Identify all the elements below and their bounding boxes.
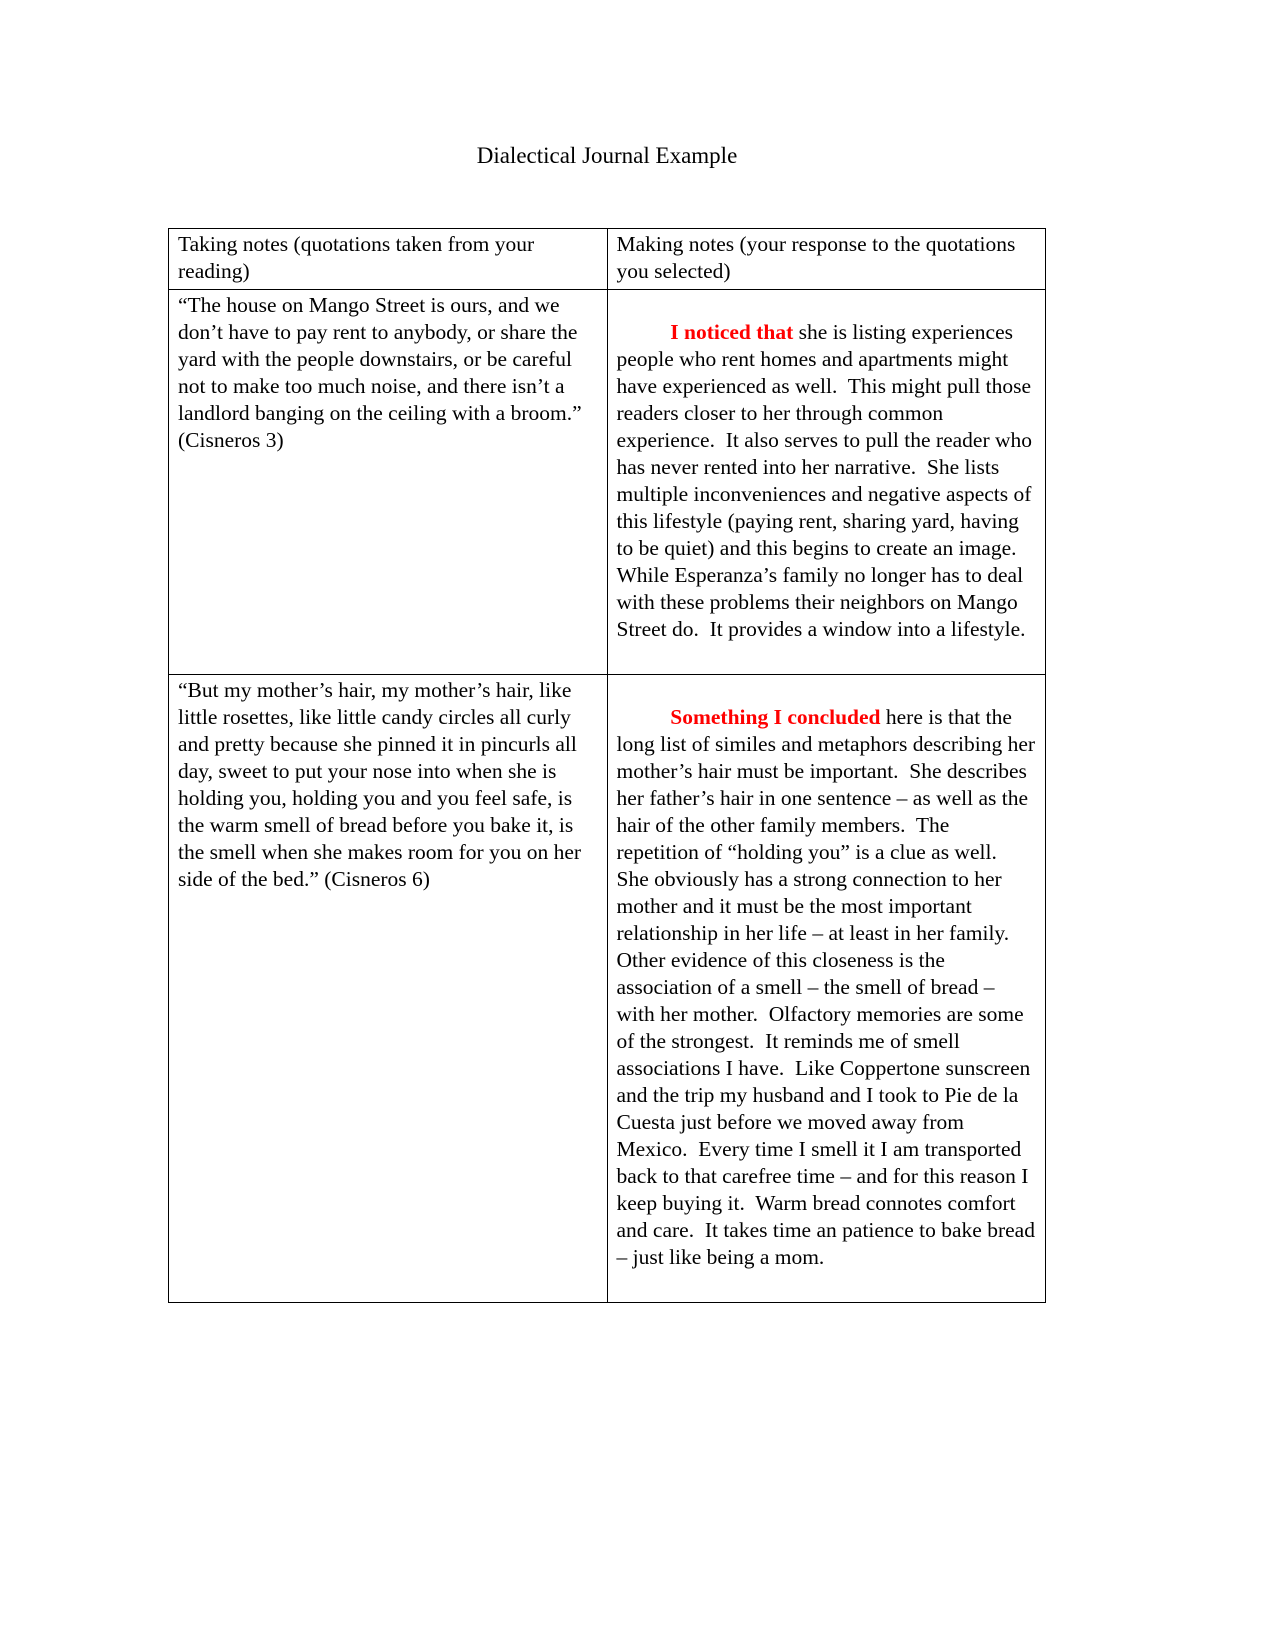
response-cell: [607, 290, 1046, 675]
response-body: here is that the long list of similes and metaphors describing her mother’s hair must be important. She describes her father’s hair in one sentence – as well as the hair of the other family members. The repetition of “holding you” is a clue as well. She obviously has a strong connection to her mother and it must be the most important relationship in her life – at least in her family. Other evidence of this closeness is the association of a smell – the smell of bread – with her mother. Olfactory memories are some of the strongest. It reminds me of smell associations I have. Like Coppertone sunscreen and the trip my husband and I took to Pie de la Cuesta just before we moved away from Mexico. Every time I smell it I am transported back to that carefree time – and for this reason I keep buying it. Warm bread connotes comfort and care. It takes time an patience to bake bread – just like being a mom.: [616, 705, 1041, 1269]
document-title: Dialectical Journal Example: [476, 143, 738, 168]
dialectical-journal-table: [168, 228, 1046, 1303]
response-lead: I noticed that: [670, 320, 794, 344]
quote-cell: “The house on Mango Street is ours, and we don’t have to pay rent to anybody, or share the yard with the people downstairs, or be careful not to make too much noise, and there isn’t a landlord banging on the ceiling with a broom.” (Cisneros 3): [169, 290, 608, 675]
response-cell: [607, 675, 1046, 1303]
response-lead: Something I concluded: [670, 705, 881, 729]
header-making-notes: Making notes (your response to the quotations you selected): [607, 229, 1046, 290]
header-taking-notes: Taking notes (quotations taken from your reading): [169, 229, 608, 290]
response-body: she is listing experiences people who rent homes and apartments might have experienced as well. This might pull those readers closer to her through common experience. It also serves to pull the reader who has never rented into her narrative. She lists multiple inconveniences and negative aspects of this lifestyle (paying rent, sharing yard, having to be quiet) and this begins to create an image. While Esperanza’s family no longer has to deal with these problems their neighbors on Mango Street do. It provides a window into a lifestyle.: [616, 320, 1038, 641]
header-row: [169, 229, 1046, 290]
quote-cell: “But my mother’s hair, my mother’s hair, like little rosettes, like little candy circles all curly and pretty because she pinned it in pincurls all day, sweet to put your nose into when she is holding you, holding you and you feel safe, is the warm smell of bread before you bake it, is the smell when she makes room for you on her side of the bed.” (Cisneros 6): [169, 675, 608, 1303]
table-row: [169, 675, 1046, 1303]
table-row: [169, 290, 1046, 675]
